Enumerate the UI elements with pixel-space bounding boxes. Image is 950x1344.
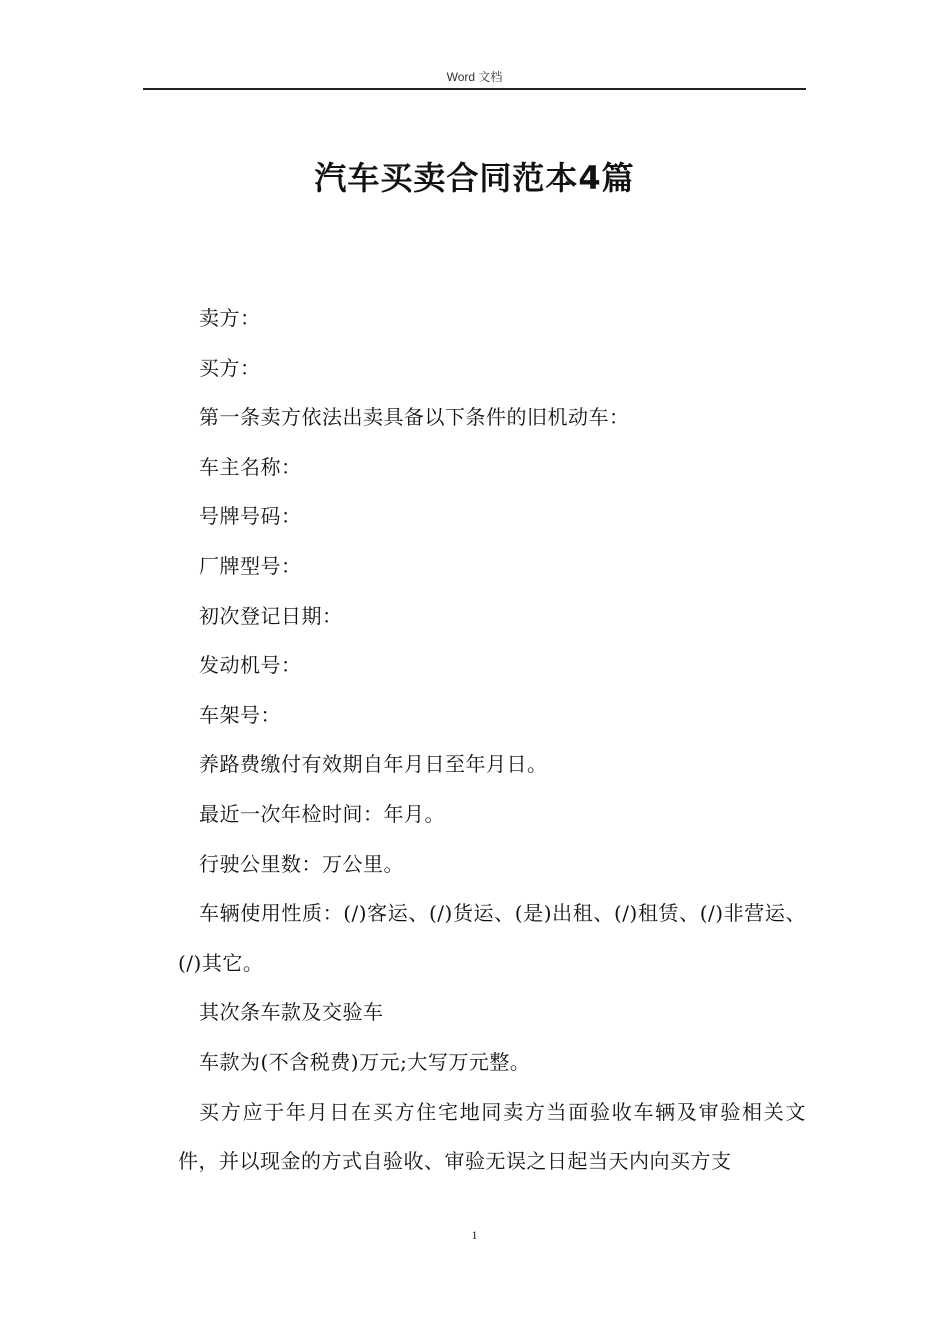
document-body [178, 294, 806, 1187]
paragraph-mileage: 行驶公里数：万公里。 [199, 851, 404, 876]
paragraph-article-1: 第一条卖方依法出卖具备以下条件的旧机动车： [199, 405, 630, 430]
page-header [143, 66, 806, 90]
paragraph-seller: 卖方： [199, 306, 261, 330]
paragraph-owner-name: 车主名称： [199, 454, 302, 479]
page-number: 1 [471, 1228, 478, 1242]
document-title: 汽车买卖合同范本4篇 [314, 159, 635, 197]
paragraph-inspection: 最近一次年检时间：年月。 [199, 801, 445, 826]
header-text: Word 文档 [446, 70, 503, 84]
paragraph-price: 车款为(不含税费)万元;大写万元整。 [199, 1049, 531, 1074]
paragraph-buyer: 买方： [199, 355, 261, 380]
paragraph-delivery: 买方应于年月日在买方住宅地同卖方当面验收车辆及审验相关文件，并以现金的方式自验收、审验无误之日起当天内向买方支 [178, 1099, 806, 1174]
paragraph-plate-number: 号牌号码： [199, 504, 302, 529]
paragraph-registration-date: 初次登记日期： [199, 603, 343, 628]
paragraph-frame-number: 车架号： [199, 702, 281, 727]
paragraph-road-fee: 养路费缴付有效期自年月日至年月日。 [199, 752, 548, 777]
paragraph-usage-type: 车辆使用性质：(/)客运、(/)货运、(是)出租、(/)租赁、(/)非营运、(/)其它。 [178, 901, 806, 975]
paragraph-article-2: 其次条车款及交验车 [199, 1000, 384, 1025]
paragraph-engine-number: 发动机号： [199, 653, 302, 678]
paragraph-model: 厂牌型号： [199, 553, 302, 578]
